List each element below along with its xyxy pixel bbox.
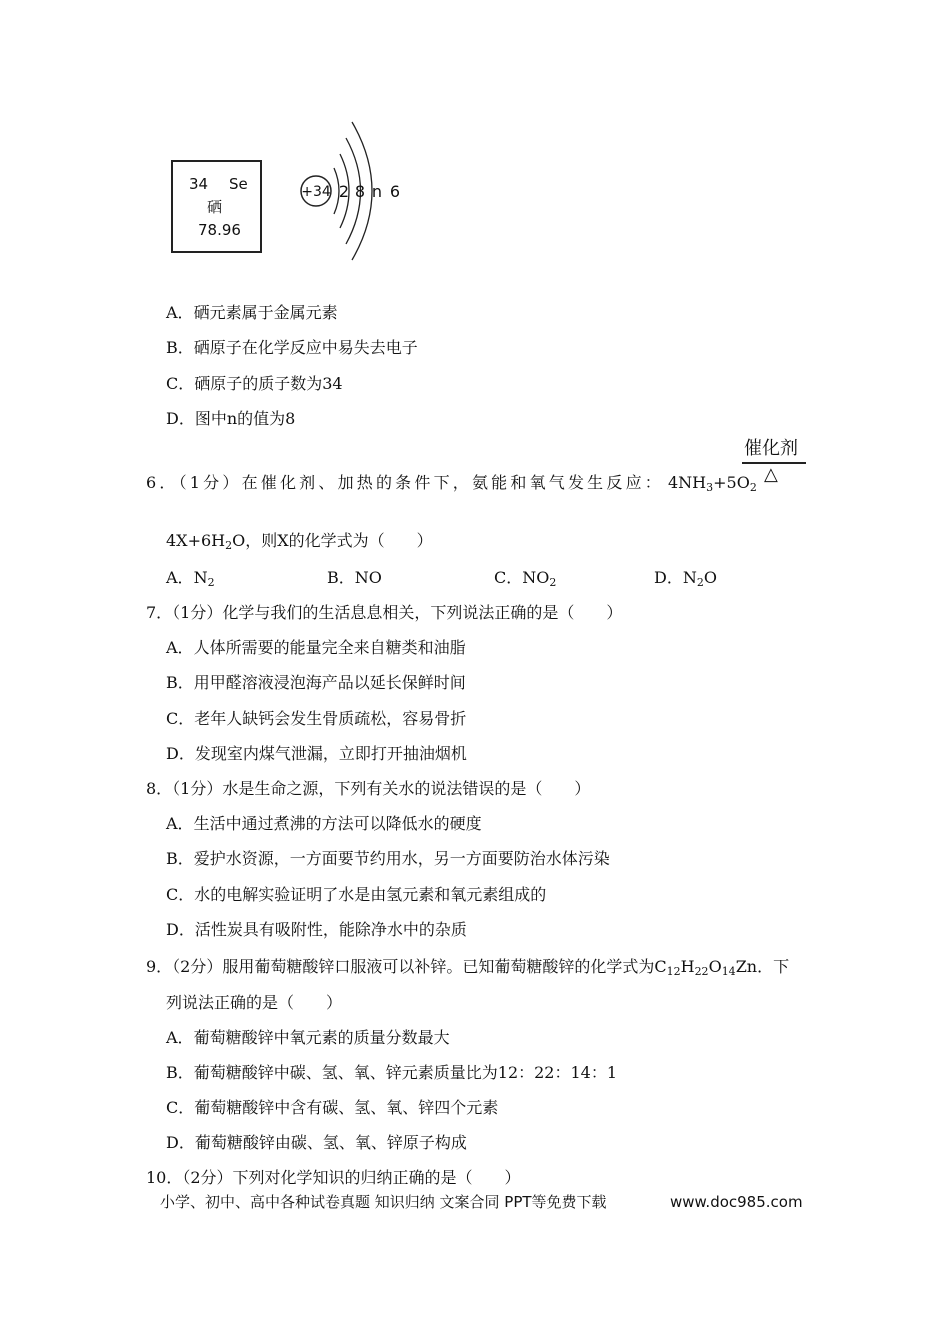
heat-symbol: △ (764, 464, 778, 485)
q7-option-a: A．人体所需要的能量完全来自糖类和油脂 (166, 638, 466, 657)
q7-option-d: D．发现室内煤气泄漏，立即打开抽油烟机 (166, 744, 467, 763)
q9-stem-line2: 列说法正确的是（ ） (166, 993, 343, 1012)
page-footer (160, 1192, 803, 1212)
q6-option-b: B．NO (327, 568, 382, 587)
q8-option-b: B．爱护水资源，一方面要节约用水，另一方面要防治水体污染 (166, 849, 610, 868)
shell-count-2: 8 (354, 182, 366, 201)
footer-url[interactable]: www.doc985.com (670, 1193, 803, 1211)
catalyst-label: 催化剂 (744, 438, 798, 459)
q6-option-d: D．$N_2O$ (654, 568, 717, 589)
shell-count-3: n (371, 182, 383, 201)
q6-products: $4X+6H_2O$，则X的化学式为（ ） (166, 531, 433, 552)
q5-option-d: D．图中n的值为8 (166, 409, 296, 428)
q6-option-c: C．$NO_2$ (494, 568, 557, 589)
q9-option-b: B．葡萄糖酸锌中碳、氢、氧、锌元素质量比为12：22：14：1 (166, 1063, 618, 1082)
element-symbol: Se (229, 175, 248, 193)
q9-stem: 9．（2分）服用葡萄糖酸锌口服液可以补锌。已知葡萄糖酸锌的化学式为$C_{12}H_{22}O_{14}Zn$．下 (146, 957, 790, 978)
reaction-condition (742, 438, 808, 488)
q7-stem: 7．（1分）化学与我们的生活息息相关，下列说法正确的是（ ） (146, 603, 623, 622)
element-name: 硒 (207, 198, 223, 216)
q9-option-c: C．葡萄糖酸锌中含有碳、氢、氧、锌四个元素 (166, 1098, 499, 1117)
footer-text: 小学、初中、高中各种试卷真题 知识归纳 文案合同 PPT等免费下载 (160, 1193, 607, 1211)
q8-option-c: C．水的电解实验证明了水是由氢元素和氧元素组成的 (166, 885, 547, 904)
element-card (171, 160, 262, 253)
q9-option-d: D．葡萄糖酸锌由碳、氢、氧、锌原子构成 (166, 1133, 467, 1152)
q9-option-a: A．葡萄糖酸锌中氧元素的质量分数最大 (166, 1028, 450, 1047)
q7-option-c: C．老年人缺钙会发生骨质疏松，容易骨折 (166, 709, 467, 728)
q5-option-a: A．硒元素属于金属元素 (166, 303, 338, 322)
q8-option-d: D．活性炭具有吸附性，能除净水中的杂质 (166, 920, 467, 939)
q6-stem: 6．（1分）在催化剂、加热的条件下，氨能和氧气发生反应： (146, 473, 664, 492)
q5-option-c: C．硒原子的质子数为34 (166, 374, 343, 393)
atomic-number: 34 (189, 175, 209, 193)
q10-stem: 10．（2分）下列对化学知识的归纳正确的是（ ） (146, 1168, 521, 1187)
q5-option-b: B．硒原子在化学反应中易失去电子 (166, 338, 418, 357)
atomic-mass: 78.96 (198, 221, 241, 239)
q7-option-b: B．用甲醛溶液浸泡海产品以延长保鲜时间 (166, 673, 466, 692)
q6-reactants: $4NH_3+5O_2$ (668, 473, 757, 494)
q8-option-a: A．生活中通过煮沸的方法可以降低水的硬度 (166, 814, 482, 833)
q6-option-a: A．$N_2$ (166, 568, 215, 589)
nucleus-charge: +34 (301, 184, 331, 200)
shell-count-4: 6 (389, 182, 401, 201)
shell-count-1: 2 (338, 182, 350, 201)
q8-stem: 8．（1分）水是生命之源，下列有关水的说法错误的是（ ） (146, 779, 591, 798)
atom-structure-diagram (296, 116, 406, 266)
